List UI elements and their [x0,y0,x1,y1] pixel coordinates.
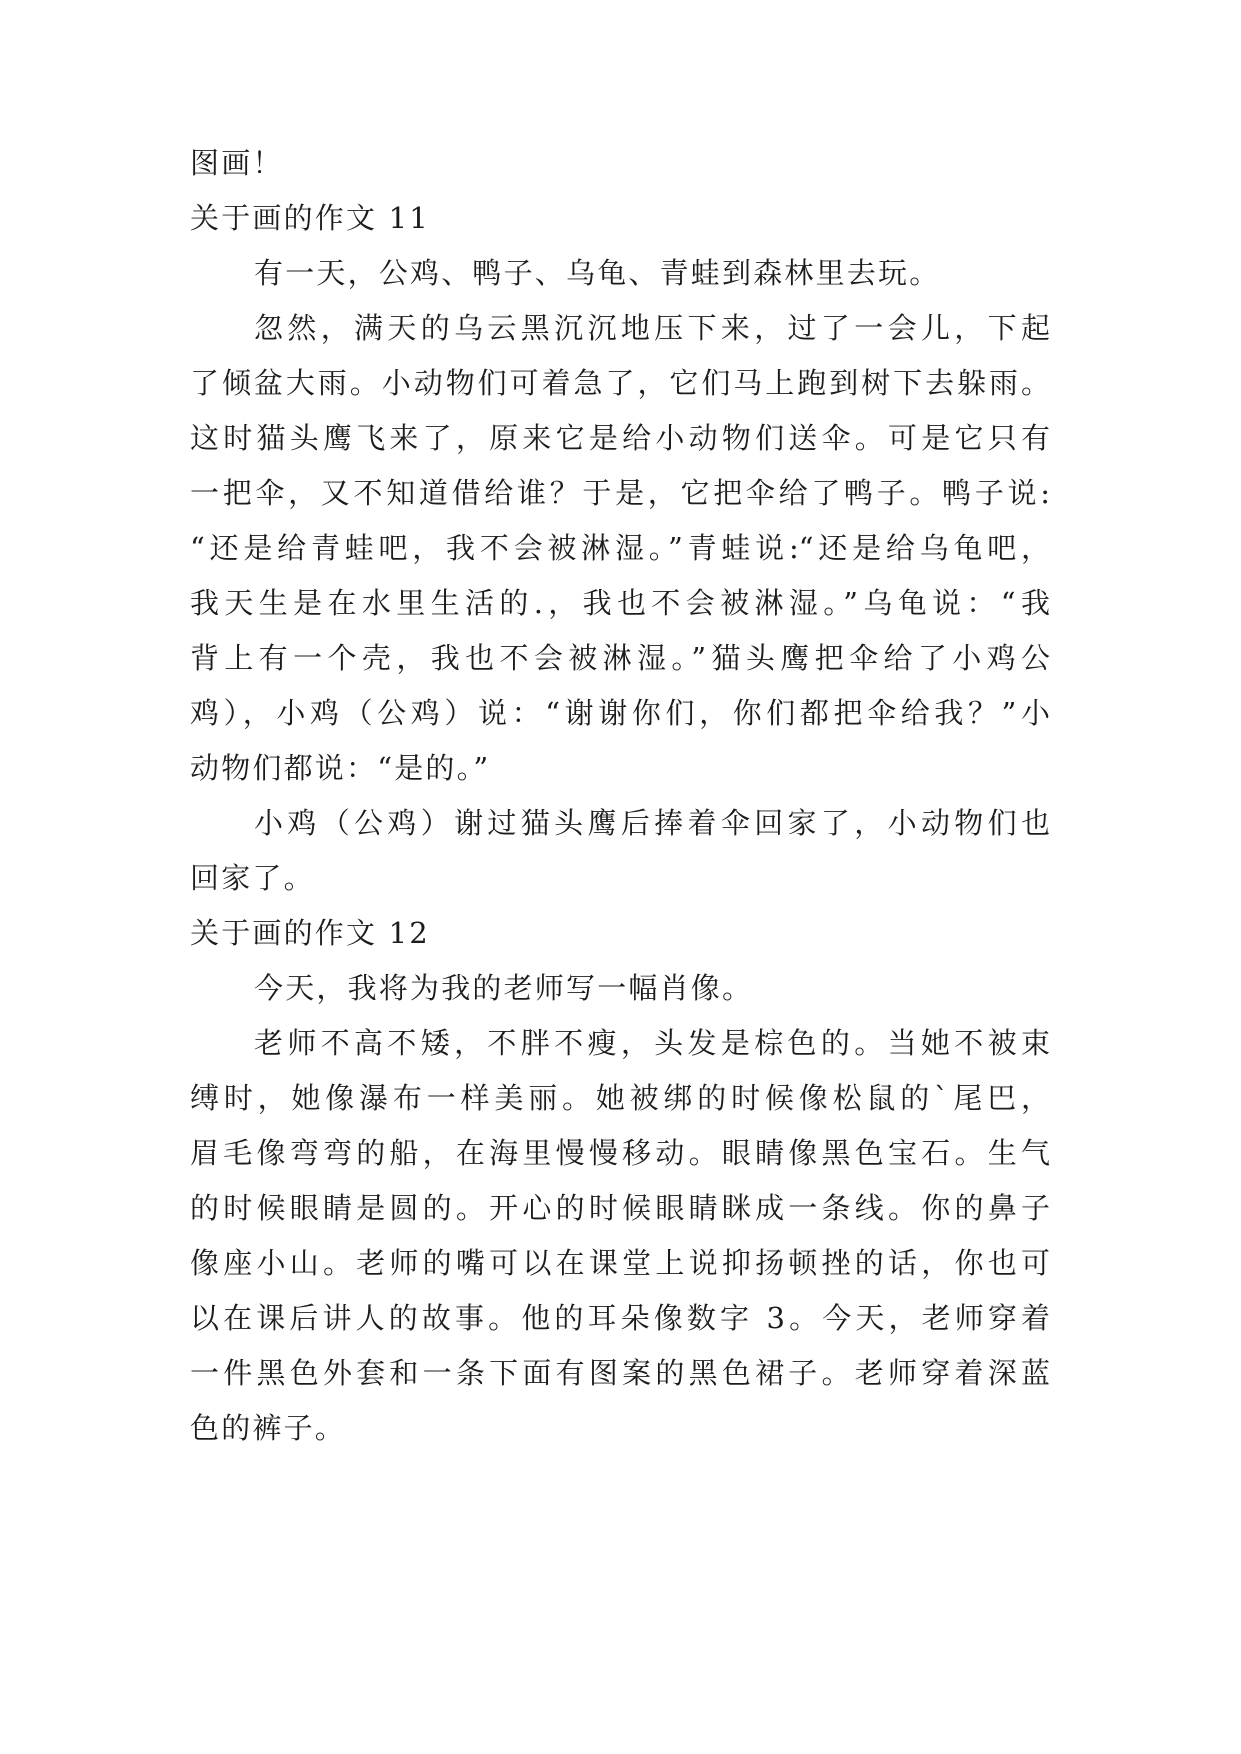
paragraph-line: “还是给青蛙吧，我不会被淋湿。”青蛙说:“还是给乌龟吧， [190,531,1050,565]
paragraph-line: 以在课后讲人的故事。他的耳朵像数字 3。今天，老师穿着 [190,1301,1050,1335]
paragraph-line: 像座小山。老师的嘴可以在课堂上说抑扬顿挫的话，你也可 [190,1246,1050,1280]
paragraph-line: 一件黑色外套和一条下面有图案的黑色裙子。老师穿着深蓝 [190,1356,1050,1390]
paragraph-line: 鸡），小鸡（公鸡）说：“谢谢你们，你们都把伞给我？”小 [190,696,1050,730]
paragraph-first-line: 老师不高不矮，不胖不瘦，头发是棕色的。当她不被束 [254,1026,1050,1060]
paragraph-line: 回家了。 [190,861,315,895]
paragraph-line: 的时候眼睛是圆的。开心的时候眼睛眯成一条线。你的鼻子 [190,1191,1050,1225]
paragraph-line: 色的裤子。 [190,1411,347,1445]
paragraph-line: 眉毛像弯弯的船，在海里慢慢移动。眼睛像黑色宝石。生气 [190,1136,1050,1170]
paragraph-line: 了倾盆大雨。小动物们可着急了，它们马上跑到树下去躲雨。 [190,366,1050,400]
paragraph-first-line: 忽然，满天的乌云黑沉沉地压下来，过了一会儿，下起 [254,311,1050,345]
paragraph-line: 这时猫头鹰飞来了，原来它是给小动物们送伞。可是它只有 [190,421,1050,455]
paragraph-first-line: 今天，我将为我的老师写一幅肖像。 [254,971,754,1005]
paragraph-line: 动物们都说：“是的。” [190,751,491,785]
paragraph-line: 背上有一个壳，我也不会被淋湿。”猫头鹰把伞给了小鸡公 [190,641,1050,675]
text-line: 图画！ [190,146,284,180]
essay-heading-12: 关于画的作文 12 [190,916,430,950]
paragraph-first-line: 有一天，公鸡、鸭子、乌龟、青蛙到森林里去玩。 [254,256,941,290]
paragraph-line: 一把伞，又不知道借给谁？于是，它把伞给了鸭子。鸭子说: [190,476,1050,510]
paragraph-first-line: 小鸡（公鸡）谢过猫头鹰后捧着伞回家了，小动物们也 [254,806,1050,840]
paragraph-line: 缚时，她像瀑布一样美丽。她被绑的时候像松鼠的`尾巴， [190,1081,1050,1115]
essay-heading-11: 关于画的作文 11 [190,201,430,235]
paragraph-line: 我天生是在水里生活的.，我也不会被淋湿。”乌龟说：“我 [190,586,1050,620]
